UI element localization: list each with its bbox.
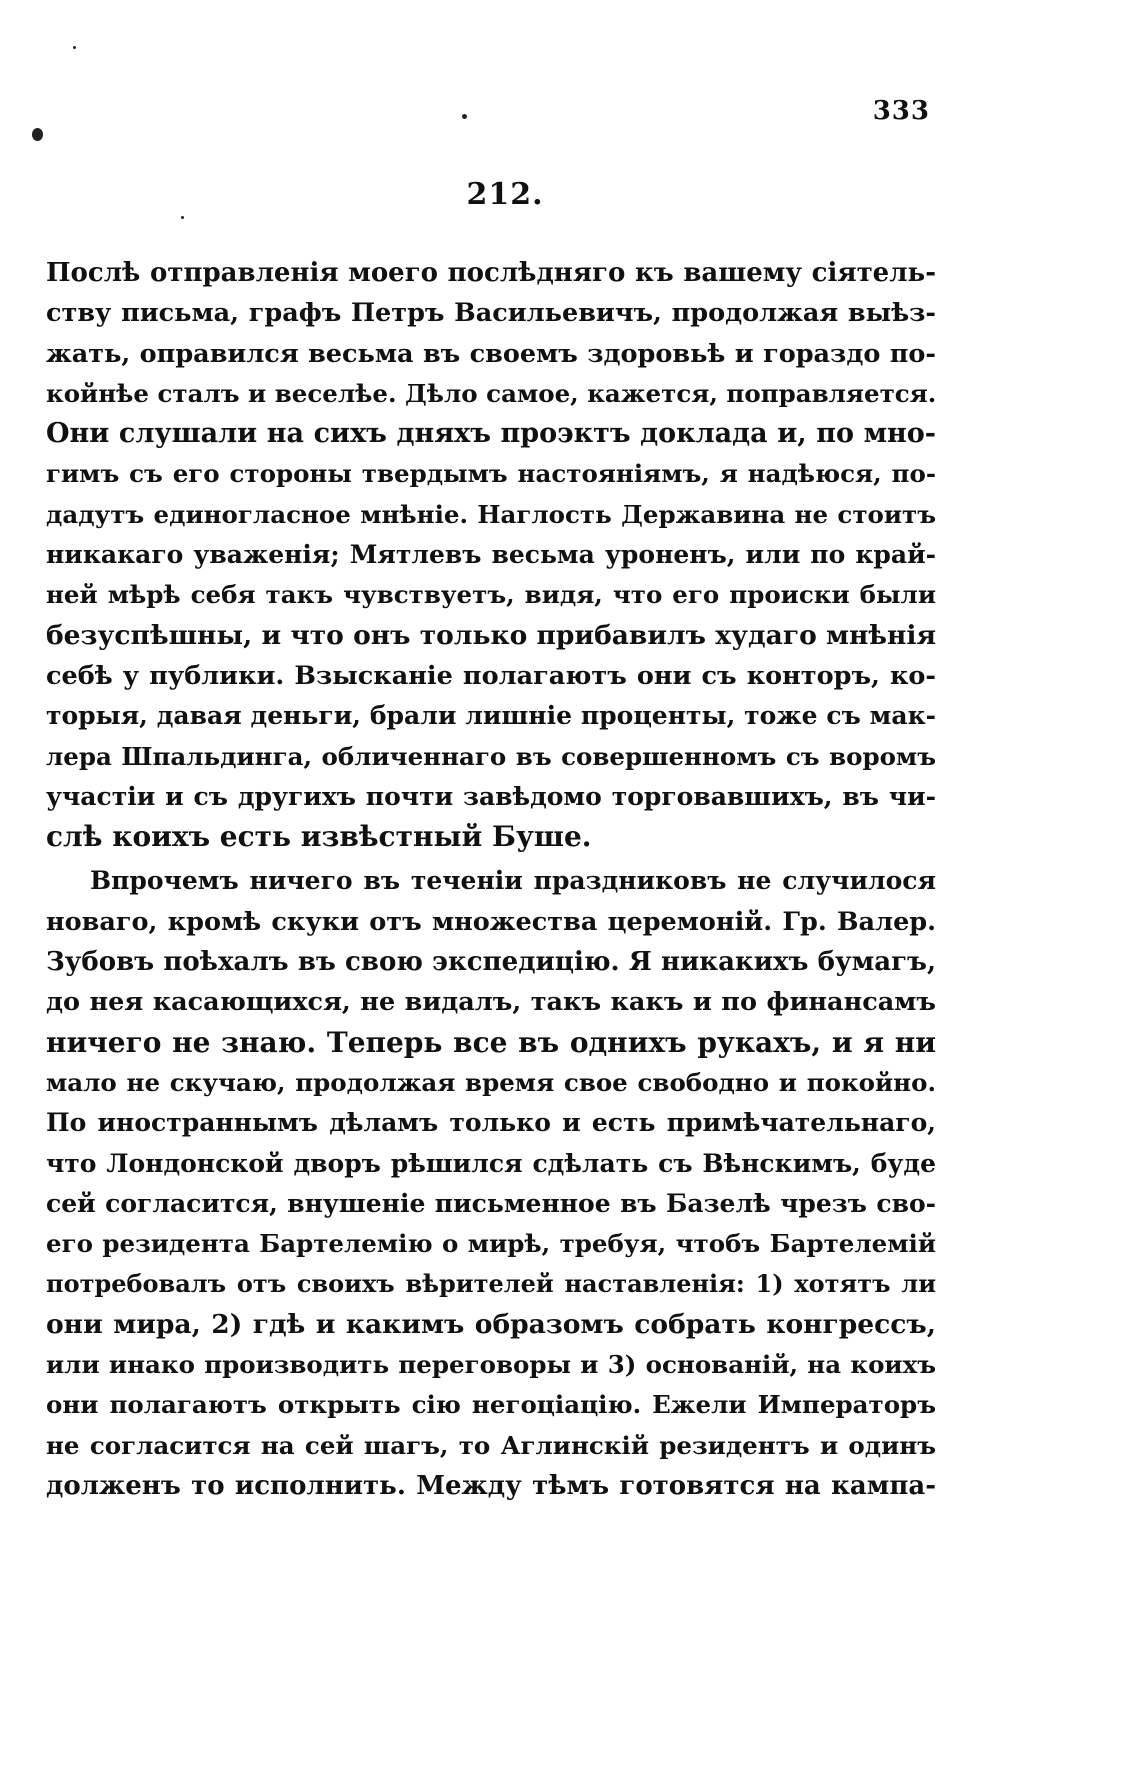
text-line: гимъ съ его стороны твердымъ настояніямъ, я надѣюся, по- [46, 459, 936, 489]
text-line: себѣ у публики. Взысканіе полагаютъ они съ конторъ, ко- [46, 660, 936, 691]
text-line: сей согласится, внушеніе письменное въ Базелѣ чрезъ сво- [46, 1188, 936, 1218]
text-line: лера Шпальдинга, обличеннаго въ совершенномъ съ воромъ [46, 741, 936, 771]
text-line: слѣ коихъ есть извѣстный Буше. [46, 820, 592, 854]
text-line: По иностраннымъ дѣламъ только и есть примѣчательнаго, [46, 1108, 936, 1138]
letter-number: 212. [466, 177, 544, 212]
paragraph [46, 861, 936, 1506]
text-line: потребовалъ отъ своихъ вѣрителей наставленія: 1) хотятъ ли [46, 1269, 936, 1299]
text-line: не согласится на сей шагъ, то Аглинскій резидентъ и одинъ [46, 1430, 936, 1460]
text-line: ству письма, графъ Петръ Васильевичъ, продолжая выѣз- [46, 298, 936, 329]
text-line: жать, оправился весьма въ своемъ здоровьѣ и гораздо по- [46, 338, 936, 369]
text-line: что Лондонской дворъ рѣшился сдѣлать съ Вѣнскимъ, буде [46, 1148, 936, 1178]
page-speck [181, 216, 184, 219]
text-line: Послѣ отправленія моего послѣдняго къ вашему сіятель- [46, 258, 936, 288]
page-speck [32, 128, 43, 141]
text-line: дадутъ единогласное мнѣніе. Наглость Державина не стоитъ [46, 499, 936, 529]
text-line: они полагаютъ открыть сію негоціацію. Ежели Императоръ [46, 1390, 936, 1420]
text-line: участіи и съ другихъ почти завѣдомо торговавшихъ, въ чи- [46, 781, 936, 811]
text-line: они мира, 2) гдѣ и какимъ образомъ собрать конгрессъ, [46, 1308, 936, 1340]
text-line: новаго, кромѣ скуки отъ множества церемоній. Гр. Валер. [46, 906, 936, 937]
text-line: или инако производить переговоры и 3) основаній, на коихъ [46, 1350, 936, 1380]
text-line: Впрочемъ ничего въ теченіи праздниковъ не случилося [90, 866, 936, 896]
text-line: до нея касающихся, не видалъ, такъ какъ и по финансамъ [46, 987, 936, 1018]
text-line: торыя, давая деньги, брали лишніе проценты, тоже съ мак- [46, 701, 936, 731]
text-line: Они слушали на сихъ дняхъ проэктъ доклада и, по мно- [46, 418, 936, 450]
text-line: Зубовъ поѣхалъ въ свою экспедицію. Я никакихъ бумагъ, [46, 947, 936, 978]
text-line: ничего не знаю. Теперь все въ однихъ рукахъ, и я ни [46, 1025, 936, 1059]
text-line: ней мѣрѣ себя такъ чувствуетъ, видя, что его происки были [46, 580, 936, 610]
text-line: безуспѣшны, и что онъ только прибавилъ худаго мнѣнія [46, 619, 936, 651]
text-line: койнѣе сталъ и веселѣе. Дѣло самое, кажется, поправляется. [46, 378, 936, 408]
paragraph [46, 253, 936, 857]
text-line: его резидента Бартелемію о мирѣ, требуя, чтобъ Бартелемій [46, 1229, 936, 1259]
text-line: долженъ то исполнить. Между тѣмъ готовятся на кампа- [46, 1470, 936, 1501]
page-speck [73, 46, 76, 49]
text-line: мало не скучаю, продолжая время свое свободно и покойно. [46, 1067, 936, 1097]
text-line: никакаго уваженія; Мятлевъ весьма уроненъ, или по край- [46, 540, 936, 570]
letter-body [46, 253, 936, 1506]
page-speck [462, 114, 467, 119]
page-number: 333 [872, 96, 930, 126]
